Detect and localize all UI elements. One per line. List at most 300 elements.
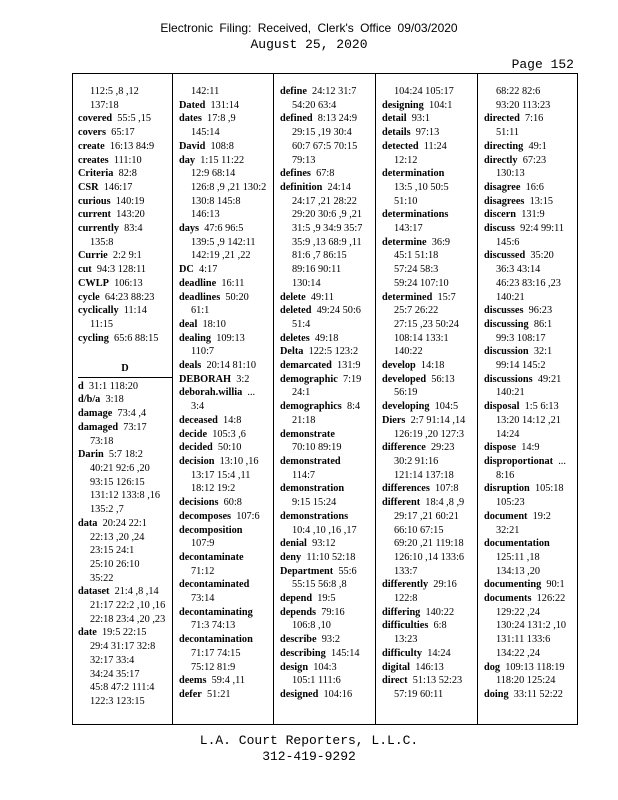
index-column-3 [280,85,378,702]
page-references: 60:7 67:5 70:15 [292,140,358,152]
index-term: discussions [484,373,533,385]
section-letter: D [78,362,172,378]
page-references: 7:19 [342,373,362,385]
index-term: Department [280,565,334,577]
page-references: 49:11 [310,291,334,303]
index-term: decide [179,428,208,440]
page-references: 1:5 6:13 [524,401,559,413]
page-references: 112:5 ,8 ,12 [90,86,139,97]
index-term: Currie [78,250,108,262]
index-entry [179,414,277,428]
page-references: 71:3 74:13 [191,620,236,632]
page-references: 106:13 [114,277,143,289]
page-references: 107:8 [435,483,459,495]
page-references: 35:9 ,13 68:9 ,11 [292,236,362,248]
index-term: detail [382,113,407,125]
index-entry [382,496,480,510]
index-entry [382,674,480,688]
page-references: 131:12 133:8 ,16 [90,490,161,502]
page-references: 51:21 [207,688,231,700]
index-term: deceased [179,414,218,426]
page-references: 65:17 [111,127,135,139]
index-entry [78,263,176,277]
page-references: ... [247,387,256,399]
page-references: 59:24 107:10 [394,277,449,289]
index-entry [179,428,277,442]
index-term: disagrees [484,195,525,207]
page-references: 51:4 [292,318,311,330]
page-references: 131:9 [521,209,545,221]
index-term: currently [78,223,119,235]
page-references: 71:12 [191,565,215,577]
index-term: defer [179,688,202,700]
index-term: deadlines [179,291,221,303]
index-entry [484,592,582,606]
index-term: damage [78,408,113,420]
page-references: 6:8 [433,620,447,632]
page-references: 10:4 ,10 ,16 ,17 [292,524,357,536]
page-references: 73:14 [191,593,215,605]
page-references: 143:20 [116,209,145,221]
page-references: 49:24 50:6 [316,305,361,317]
index-entry [179,524,277,538]
index-entry [382,606,480,620]
index-entry [382,208,480,222]
page-references: 135:8 [90,236,114,248]
index-entry [484,537,582,551]
index-term: difference [382,442,426,454]
page-references: 140:22 [425,606,455,618]
index-term: deadline [179,277,217,289]
index-entry [78,448,176,462]
page-references: 97:13 [415,127,440,139]
page-references: 94:3 128:11 [96,264,146,276]
index-entry [382,167,480,181]
page-references: 36:3 43:14 [496,264,541,276]
index-term: direct [382,675,408,687]
page-references: 13:20 14:12 ,21 [496,414,561,426]
page-references: 109:13 118:19 [505,661,565,673]
index-term: developed [382,373,427,385]
page-references: 49:18 [314,332,339,344]
index-term: details [382,127,411,139]
index-term: digital [382,661,411,673]
index-term: data [78,517,98,529]
page-references: 16:13 84:9 [109,140,155,152]
index-entry [179,112,277,126]
index-term: disproportionat [484,455,554,467]
page-references: 3:4 [191,401,205,413]
page-references: 61:1 [191,305,210,317]
page-references: 106:8 ,10 [292,620,331,632]
page-references: 13:23 [394,634,418,646]
index-entry [382,373,480,387]
index-entry [179,606,277,620]
index-term: Delta [280,346,304,358]
index-entry [280,167,378,181]
index-entry [179,386,277,400]
index-entry [484,318,582,332]
index-term: cycle [78,291,100,303]
index-entry [280,688,378,702]
page-references: 55:15 56:8 ,8 [292,579,347,591]
index-term: doing [484,688,509,700]
page-references: 109:13 [216,332,245,344]
index-entry [179,99,277,113]
page-references: 56:13 [431,373,455,385]
page-references: 13:5 ,10 50:5 [394,181,449,193]
page-references: 145:14 [191,127,220,139]
index-entry [78,249,176,263]
page-references: 50:20 [225,291,249,303]
page-references: 54:20 63:4 [292,99,337,111]
page-references: 135:2 ,7 [90,504,124,516]
index-entry [382,99,480,113]
index-entry [280,565,378,579]
page-references: 18:12 19:2 [191,483,236,495]
page-references: 105:1 111:6 [292,675,341,687]
index-entry [78,585,176,599]
page-references: 14:18 [420,360,445,372]
page-references: 93:1 [411,113,431,125]
index-entry [382,359,480,373]
index-entry [484,140,582,154]
index-entry [484,181,582,195]
index-entry [78,126,176,140]
index-term: covered [78,113,113,125]
index-term: covers [78,127,107,139]
page-references: 34:24 35:17 [90,668,140,680]
page-references: 32:1 [533,346,553,358]
page-references: 31:5 ,9 34:9 35:7 [292,223,363,235]
index-entry [179,551,277,565]
index-entry [382,291,480,305]
page-references: 73:17 [123,421,147,433]
index-entry [78,380,176,394]
page-references: 19:2 [532,510,551,522]
index-term: DC [179,264,194,276]
page-number: Page 152 [511,57,574,72]
index-term: discussion [484,346,529,358]
page-references: 45:1 51:18 [394,250,439,262]
page-references: 67:23 [522,154,547,166]
index-entry [280,551,378,565]
index-term: defines [280,168,311,180]
index-term: documenting [484,579,542,591]
index-term: discuss [484,223,515,235]
page-references: 11:24 [423,140,447,152]
page-references: 21:4 ,8 ,14 [114,586,159,598]
index-entry [382,647,480,661]
index-entry [179,441,277,455]
index-entry [280,332,378,346]
page-references: 13:10 ,16 [219,455,259,467]
index-term: delete [280,291,306,303]
page-references: 143:17 [394,223,423,235]
page-references: 145:14 [330,647,360,659]
index-entry [280,537,378,551]
index-term: difficulty [382,647,423,659]
page-references: 3:18 [105,394,124,406]
index-term: decomposes [179,510,232,522]
page-references: 145:6 [496,236,520,248]
index-term: disposal [484,401,520,413]
page-references: 111:10 [113,154,142,166]
index-term: directing [484,140,524,152]
index-term: Criteria [78,168,114,180]
page-references: 11:14 [123,305,147,317]
index-term: demonstrate [280,428,335,440]
index-term: damaged [78,421,119,433]
index-term: d/b/a [78,394,101,406]
index-entry [179,291,277,305]
page-references: 13:15 [529,195,554,207]
index-entry [382,126,480,140]
index-entry [179,359,277,373]
index-term: decontamination [179,634,253,646]
page-references: 83:4 [124,223,143,235]
index-entry [179,510,277,524]
page-references: 29:23 [431,442,455,454]
page-references: 25:7 26:22 [394,305,439,317]
index-entry [78,112,176,126]
index-term: demarcated [280,360,332,372]
page-references: 31:1 118:20 [88,380,138,392]
page-references: 51:10 [394,195,418,207]
page-references: 86:1 [533,318,553,330]
index-entry [78,517,176,531]
index-entry [484,441,582,455]
page-references: 40:21 92:6 ,20 [90,462,150,474]
page-references: 16:6 [525,181,544,193]
index-term: decontaminated [179,579,250,591]
index-term: develop [382,360,416,372]
page-references: 90:1 [546,579,565,591]
page-references: 134:13 ,20 [496,565,541,577]
index-entry [484,688,582,702]
index-entry [280,455,378,469]
page-references: 108:14 133:1 [394,332,449,344]
index-entry [382,661,480,675]
page-references: 8:4 [346,401,361,413]
index-entry [484,400,582,414]
index-term: cut [78,264,92,276]
index-entry [484,510,582,524]
index-term: Dated [179,99,206,111]
page-references: 73:4 ,4 [117,408,147,420]
index-term: decontaminate [179,551,244,563]
page-references: 60:8 [223,497,242,509]
index-entry [280,345,378,359]
page-references: 45:8 47:2 111:4 [90,682,155,694]
index-term: day [179,154,196,166]
page-references: 46:23 83:16 ,23 [496,277,561,289]
index-entry [280,647,378,661]
page-references: 110:7 [191,346,215,358]
index-entry [78,140,176,154]
index-term: documents [484,593,532,605]
index-entry [78,393,176,407]
index-entry [382,619,480,633]
page-references: 104:24 105:17 [394,86,454,97]
reporter-name: L.A. Court Reporters, L.L.C. [199,733,419,748]
page-references: 14:24 [427,647,451,659]
page-references: 16:11 [221,277,245,289]
index-term: depend [280,593,313,605]
index-term: detected [382,140,419,152]
page-references: 130:24 131:2 ,10 [496,620,567,632]
page-references: 18:10 [202,318,226,330]
page-references: 107:9 [191,538,215,550]
page-references: 104:5 [434,401,459,413]
index-column-5 [484,85,582,702]
index-term: Darin [78,449,104,461]
page-references: 35:20 [530,250,554,262]
page-references: 118:20 125:24 [496,675,556,687]
index-entry [179,222,277,236]
index-term: discusses [484,305,524,317]
page-references: 24:1 [292,387,311,399]
index-term: DEBORAH [179,373,232,385]
index-entry [280,112,378,126]
page-references: 49:21 [537,373,562,385]
index-term: developing [382,401,430,413]
reporter-phone: 312-419-9292 [262,749,356,764]
page-references: 82:8 [118,168,137,180]
page-references: 49:1 [528,140,547,152]
index-term: David [179,140,206,152]
index-entry [382,400,480,414]
page-references: 104:1 [428,99,453,111]
index-term: directed [484,113,520,125]
index-entry [78,304,176,318]
index-term: decomposition [179,524,243,536]
index-entry [484,345,582,359]
page-references: ... [558,455,566,467]
index-term: dataset [78,586,110,598]
page-references: 24:12 31:7 [312,86,357,97]
page-references: 122:5 123:2 [308,346,359,358]
page-references: 51:13 52:23 [412,675,463,687]
index-entry [78,154,176,168]
page-references: 79:16 [321,606,345,618]
page-references: 81:6 ,7 86:15 [292,250,347,262]
page-references: 146:13 [191,209,220,221]
page-references: 59:4 ,11 [211,675,245,687]
page-references: 92:4 99:11 [520,223,565,235]
index-entry [179,578,277,592]
page-references: 71:17 74:15 [191,647,241,659]
page-references: 105:18 [534,483,564,495]
page-references: 24:14 [327,181,351,193]
index-term: date [78,627,97,639]
index-term: difficulties [382,620,429,632]
page-references: 4:17 [199,264,218,276]
page-references: 108:8 [210,140,234,152]
index-term: deny [280,551,302,563]
index-term: CWLP [78,277,109,289]
index-term: deals [179,360,202,372]
page-references: 35:22 [90,572,114,584]
page-references: 11:15 [90,318,114,330]
page-references: 56:19 [394,387,418,399]
index-entry [484,373,582,387]
index-term: decision [179,455,215,467]
index-term: describing [280,647,326,659]
index-entry [78,195,176,209]
index-entry [484,154,582,168]
index-term: definition [280,181,323,193]
index-entry [179,496,277,510]
document-date: August 25, 2020 [250,37,368,52]
page-references: 125:11 ,18 [496,551,540,563]
page-references: 126:10 ,14 133:6 [394,551,465,563]
page-references: 65:6 88:15 [114,332,159,344]
index-term: curious [78,195,111,207]
index-term: demographics [280,401,342,413]
index-entry [280,291,378,305]
page-references: 67:8 [316,168,335,180]
page-references: 142:19 ,21 ,22 [191,250,251,262]
page-references: 69:20 ,21 119:18 [394,538,464,550]
index-entry [484,455,582,469]
index-entry [280,373,378,387]
index-term: dog [484,661,501,673]
index-entry [179,140,277,154]
index-term: directly [484,154,518,166]
page-references: 107:6 [236,510,260,522]
index-term: determinations [382,209,449,221]
index-term: demonstrated [280,455,341,467]
page-references: 14:24 [496,428,520,440]
index-entry [280,606,378,620]
blank-line [78,345,176,359]
index-entry [280,510,378,524]
index-entry [179,633,277,647]
index-entry [484,249,582,263]
page-references: 19:5 22:15 [102,627,147,639]
page-references: 30:2 91:16 [394,455,439,467]
page-references: 142:11 [191,86,220,97]
page-references: 130:8 145:8 [191,195,241,207]
index-entry [382,112,480,126]
page-references: 68:22 82:6 [496,86,541,97]
index-entry [280,661,378,675]
index-entry [382,441,480,455]
index-entry [484,112,582,126]
index-term: deletes [280,332,310,344]
page-references: 140:22 [394,346,423,358]
index-entry [78,181,176,195]
index-term: decontaminating [179,606,253,618]
page-references: 14:9 [521,442,540,454]
index-term: different [382,497,421,509]
index-term: deal [179,318,198,330]
index-entry [179,277,277,291]
index-entry [280,304,378,318]
index-term: designed [280,688,319,700]
index-term: denial [280,538,307,550]
page-references: 50:10 [217,442,242,454]
page-references: 93:15 126:15 [90,476,145,488]
page-references: 140:21 [496,387,525,399]
page-references: 122:3 123:15 [90,695,145,707]
page-references: 2:2 9:1 [112,250,142,262]
index-term: cycling [78,332,109,344]
page-references: 57:19 60:11 [394,688,444,700]
index-entry [78,332,176,346]
page-references: 114:7 [292,469,316,481]
